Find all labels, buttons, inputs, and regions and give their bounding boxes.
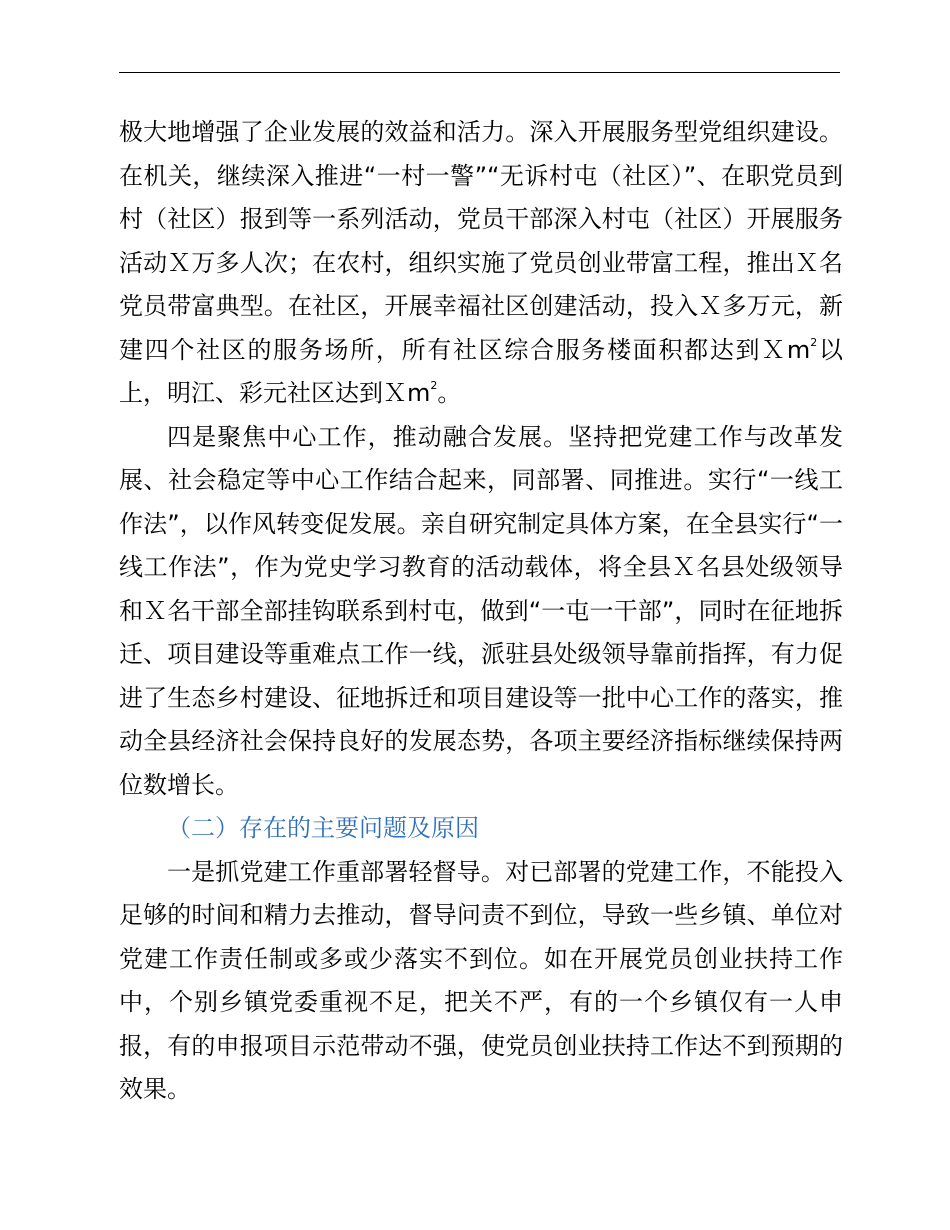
superscript-square: 2 xyxy=(430,379,438,392)
section-heading-problems: （二）存在的主要问题及原因 xyxy=(167,814,479,842)
document-body xyxy=(119,111,843,1112)
paragraph-central-work: 四是聚焦中心工作，推动融合发展。坚持把党建工作与改革发展、社会稳定等中心工作结合起来，同部署、同推进。实行“一线工作法”，以作风转变促发展。亲自研究制定具体方案，在全县实行“一线工作法”，作为党史学习教育的活动载体，将全县Ｘ名县处级领导和Ｘ名干部全部挂钩联系到村屯，做到“一屯一干部”，同时在征地拆迁、项目建设等重难点工作一线，派驻县处级领导靠前指挥，有力促进了生态乡村建设、征地拆迁和项目建设等一批中心工作的落实，推动全县经济社会保持良好的发展态势，各项主要经济指标继续保持两位数增长。 xyxy=(119,422,843,799)
superscript-square: 2 xyxy=(810,335,818,349)
header-rule xyxy=(119,72,840,73)
paragraph-supervision-issue: 一是抓党建工作重部署轻督导。对已部署的党建工作，不能投入足够的时间和精力去推动，督导问责不到位，导致一些乡镇、单位对党建工作责任制或多或少落实不到位。如在开展党员创业扶持工作中，个别乡镇党委重视不足，把关不严，有的一个乡镇仅有一人申报，有的申报项目示范带动不强，使党员创业扶持工作达不到预期的效果。 xyxy=(119,857,843,1103)
paragraph-text: 极大地增强了企业发展的效益和活力。深入开展服务型党组织建设。在机关，继续深入推进“一村一警”“无诉村屯（社区）”、在职党员到村（社区）报到等一系列活动，党员干部深入村屯（社区）开展服务活动Ｘ万多人次；在农村，组织实施了党员创业带富工程，推出Ｘ名党员带富典型。在社区，开展幸福社区创建活动，投入Ｘ多万元，新建四个社区的服务场所，所有社区综合服务楼面积都达到Ｘm xyxy=(119,118,843,364)
paragraph-service-organization xyxy=(119,111,843,416)
paragraph-text: 。 xyxy=(437,379,462,407)
paragraph-text: 以上，明江、彩元社区达到Ｘm xyxy=(119,335,843,407)
